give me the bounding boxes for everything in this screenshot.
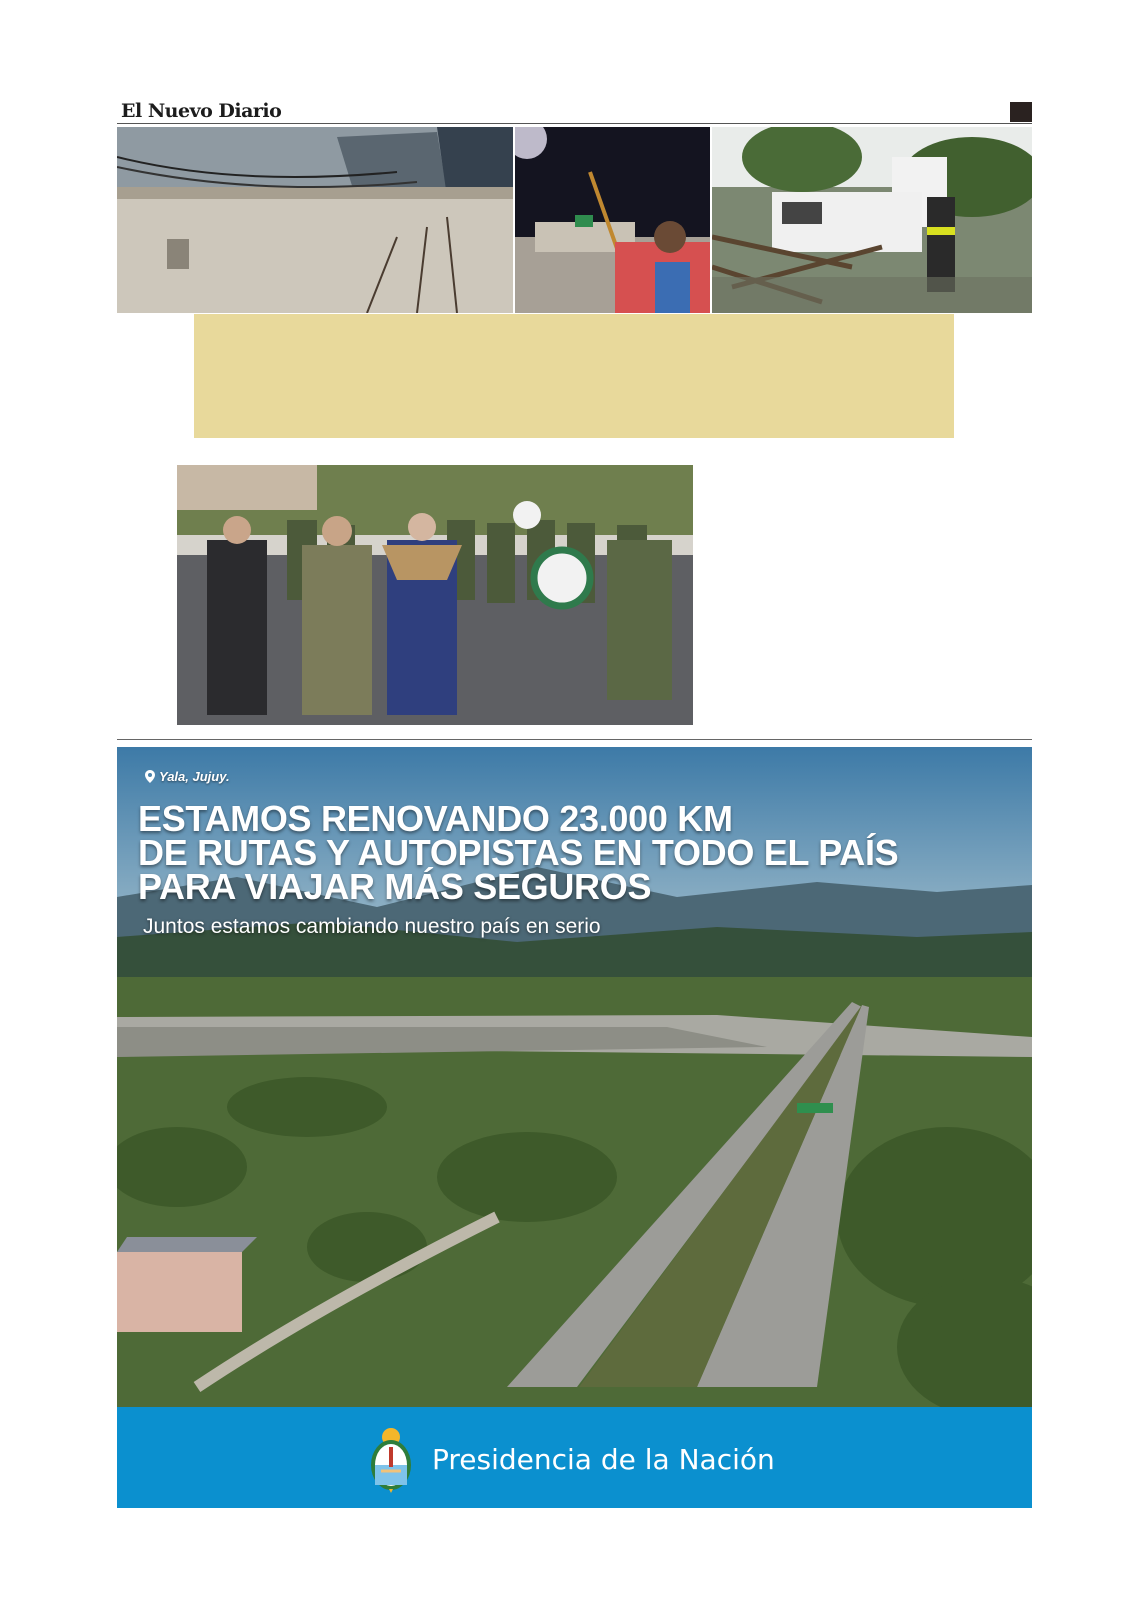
- ad-footer-bar: [117, 1407, 1032, 1508]
- section-divider: [117, 739, 1032, 740]
- government-ad: [117, 747, 1032, 1407]
- damaged-wall-photo: [117, 127, 513, 313]
- ad-subheadline: Juntos estamos cambiando nuestro país en serio: [143, 915, 601, 938]
- ad-footer-text: Presidencia de la Nación: [432, 1443, 775, 1476]
- map-pin-icon: [145, 770, 155, 783]
- ad-location: [145, 769, 230, 784]
- fallen-tree-truck-photo: [712, 127, 1032, 313]
- page-marker: [1010, 102, 1032, 122]
- coat-of-arms-icon: [367, 1423, 415, 1495]
- masthead: El Nuevo Diario: [121, 100, 282, 122]
- night-street-photo: [515, 127, 710, 313]
- ad-location-text: Yala, Jujuy.: [159, 769, 230, 784]
- highlight-box: [194, 314, 954, 438]
- ad-headline: [138, 798, 899, 907]
- ad-headline-line-2: DE RUTAS Y AUTOPISTAS EN TODO EL PAÍS: [138, 832, 899, 873]
- header-rule: [117, 123, 1032, 124]
- military-parade-photo: [177, 465, 693, 725]
- ad-headline-line-1: ESTAMOS RENOVANDO 23.000 KM: [138, 798, 733, 839]
- ad-headline-line-3: PARA VIAJAR MÁS SEGUROS: [138, 866, 652, 907]
